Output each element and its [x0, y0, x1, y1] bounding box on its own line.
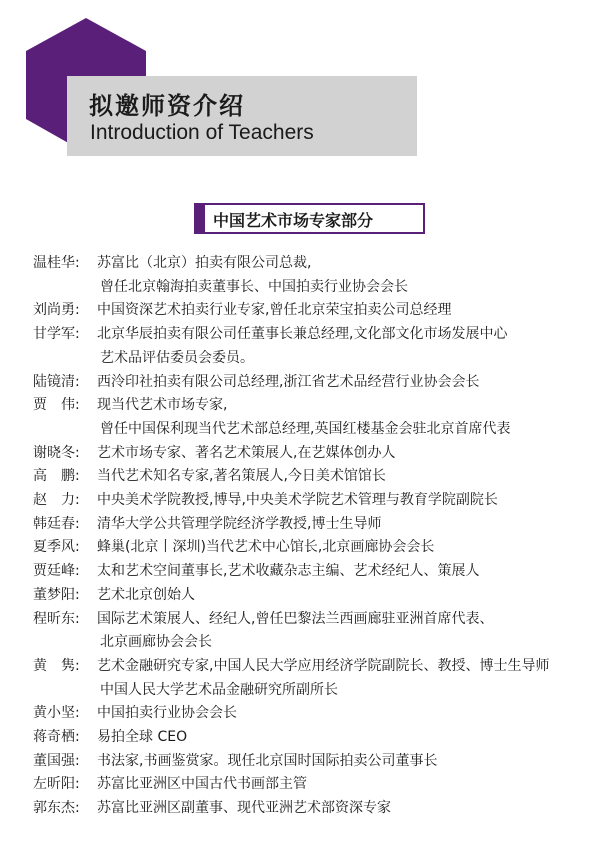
teacher-entry — [33, 489, 593, 513]
teacher-name: 程昕东: — [33, 610, 80, 627]
teacher-description: 中央美术学院教授,博导,中央美术学院艺术管理与教育学院副院长 — [97, 492, 498, 509]
teacher-name: 韩廷春: — [33, 515, 80, 532]
teacher-name: 夏季风: — [33, 539, 80, 556]
teacher-description: 曾任中国保利现当代艺术部总经理,英国红楼基金会驻北京首席代表 — [100, 420, 511, 437]
teacher-entry — [33, 608, 593, 655]
teacher-entry — [33, 513, 593, 537]
teacher-name: 郭东杰: — [33, 800, 80, 817]
teacher-description: 西泠印社拍卖有限公司总经理,浙江省艺术品经营行业协会会长 — [97, 373, 480, 390]
teacher-description: 现当代艺术市场专家, — [97, 397, 228, 414]
teacher-description: 太和艺术空间董事长,艺术收藏杂志主编、艺术经纪人、策展人 — [97, 563, 480, 580]
teacher-entry — [33, 394, 593, 441]
teacher-description: 苏富比亚洲区副董事、现代亚洲艺术部资深专家 — [97, 800, 391, 817]
teacher-description: 艺术金融研究专家,中国人民大学应用经济学院副院长、教授、博士生导师 — [97, 657, 550, 674]
teacher-entry — [33, 726, 593, 750]
teacher-description: 北京华辰拍卖有限公司任董事长兼总经理,文化部文化市场发展中心 — [97, 326, 508, 343]
teacher-description: 国际艺术策展人、经纪人,曾任巴黎法兰西画廊驻亚洲首席代表、 — [97, 610, 494, 627]
teacher-name: 陆镜清: — [33, 373, 80, 390]
teacher-description: 当代艺术知名专家,著名策展人,今日美术馆馆长 — [97, 468, 386, 485]
teacher-name: 董梦阳: — [33, 586, 80, 603]
teacher-entry — [33, 323, 593, 370]
teacher-name: 贾 伟: — [33, 397, 80, 414]
teacher-description: 北京画廊协会会长 — [100, 634, 212, 651]
teacher-description: 苏富比亚洲区中国古代书画部主管 — [97, 776, 307, 793]
teacher-entry — [33, 536, 593, 560]
teacher-description: 中国资深艺术拍卖行业专家,曾任北京荣宝拍卖公司总经理 — [97, 302, 452, 319]
teacher-entry — [33, 442, 593, 466]
teacher-name: 黄 隽: — [33, 657, 80, 674]
teacher-description: 苏富比（北京）拍卖有限公司总裁, — [97, 255, 312, 271]
teacher-list — [33, 252, 593, 821]
teacher-description: 艺术品评估委员会委员。 — [100, 349, 254, 366]
teacher-entry — [33, 299, 593, 323]
teacher-entry — [33, 797, 593, 821]
page-subtitle: Introduction of Teachers — [90, 121, 314, 144]
section-accent-bar — [194, 203, 205, 234]
teacher-name: 赵 力: — [33, 492, 80, 509]
section-title: 中国艺术市场专家部分 — [213, 211, 374, 230]
teacher-description: 艺术北京创始人 — [97, 586, 195, 603]
teacher-description: 中国人民大学艺术品金融研究所副所长 — [100, 681, 338, 698]
teacher-description: 书法家,书画鉴赏家。现任北京国时国际拍卖公司董事长 — [97, 752, 438, 769]
teacher-entry — [33, 371, 593, 395]
teacher-name: 谢晓冬: — [33, 444, 80, 461]
teacher-name: 左昕阳: — [33, 776, 80, 793]
teacher-name: 温桂华: — [33, 255, 80, 271]
teacher-entry — [33, 584, 593, 608]
teacher-description: 曾任北京翰海拍卖董事长、中国拍卖行业协会会长 — [100, 278, 408, 295]
teacher-name: 贾廷峰: — [33, 563, 80, 580]
teacher-entry — [33, 252, 593, 299]
teacher-entry — [33, 655, 593, 702]
teacher-entry — [33, 560, 593, 584]
teacher-description: 易拍全球 CEO — [97, 729, 188, 746]
teacher-entry — [33, 702, 593, 726]
teacher-description: 中国拍卖行业协会会长 — [97, 705, 237, 722]
teacher-name: 甘学军: — [33, 326, 80, 343]
teacher-name: 蒋奇栖: — [33, 729, 80, 746]
teacher-description: 艺术市场专家、著名艺术策展人,在艺媒体创办人 — [97, 444, 396, 461]
page-title: 拟邀师资介绍 — [89, 92, 245, 120]
teacher-name: 董国强: — [33, 752, 80, 769]
teacher-name: 高 鹏: — [33, 468, 80, 485]
teacher-entry — [33, 750, 593, 774]
teacher-name: 黄小坚: — [33, 705, 80, 722]
teacher-entry — [33, 465, 593, 489]
teacher-name: 刘尚勇: — [33, 302, 80, 319]
teacher-description: 蜂巢(北京丨深圳)当代艺术中心馆长,北京画廊协会会长 — [97, 539, 435, 556]
teacher-entry — [33, 773, 593, 797]
teacher-description: 清华大学公共管理学院经济学教授,博士生导师 — [97, 515, 382, 532]
